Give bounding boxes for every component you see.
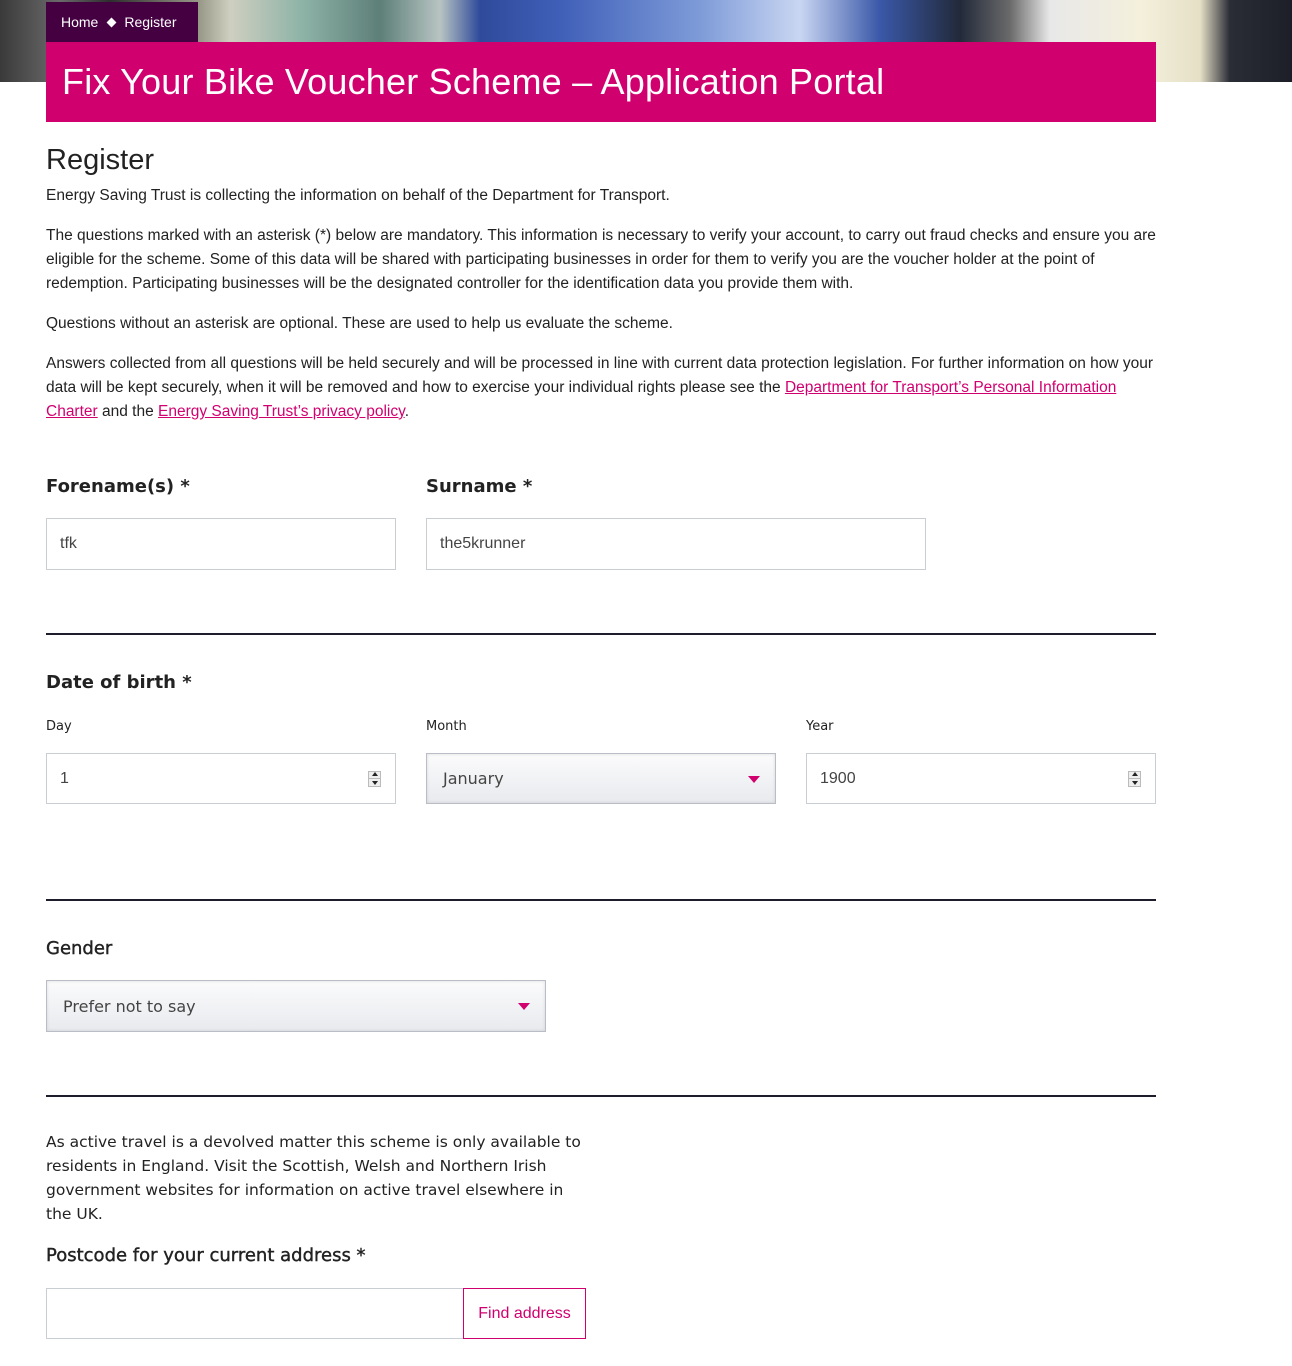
site-title: Fix Your Bike Voucher Scheme – Application Portal	[62, 61, 885, 102]
number-spinner-icon[interactable]	[368, 771, 381, 787]
forename-input[interactable]: tfk	[46, 518, 396, 570]
intro-p4-middle: and the	[97, 403, 159, 420]
number-spinner-icon[interactable]	[1128, 771, 1141, 787]
breadcrumb-current: Register	[124, 14, 177, 30]
page-title: Register	[46, 144, 154, 176]
section-divider	[46, 633, 1156, 635]
site-title-bar	[46, 42, 1156, 122]
year-label: Year	[806, 719, 834, 734]
chevron-down-icon	[518, 1003, 530, 1010]
intro-text	[46, 184, 1156, 424]
section-divider	[46, 899, 1156, 901]
england-only-notice: As active travel is a devolved matter this scheme is only available to residents in England. Visit the Scottish, Welsh and Northern Irish government websites for information on active travel elsewhere in the UK.	[46, 1133, 581, 1223]
year-value: 1900	[820, 769, 856, 787]
day-label: Day	[46, 719, 72, 734]
est-privacy-link[interactable]: Energy Saving Trust’s privacy policy	[158, 403, 405, 420]
main-content	[46, 140, 1156, 440]
postcode-label: Postcode for your current address *	[46, 1245, 366, 1266]
intro-p4-end: .	[404, 403, 409, 420]
section-divider	[46, 1095, 1156, 1097]
gender-select[interactable]	[46, 980, 546, 1032]
surname-label: Surname *	[426, 476, 533, 497]
diamond-separator-icon	[107, 17, 117, 27]
intro-paragraph-4	[46, 352, 1156, 424]
day-value: 1	[60, 769, 69, 787]
find-address-button[interactable]: Find address	[463, 1288, 586, 1339]
intro-paragraph-2: The questions marked with an asterisk (*) below are mandatory. This information is necessary to verify your account, to carry out fraud checks and ensure you are eligible for the scheme. Some of this data will be shared with participating businesses in order for them to verify you are the voucher holder at the point of redemption. Participating businesses will be the designated controller for the identification data you provide them with.	[46, 227, 1156, 292]
month-select[interactable]	[426, 753, 776, 804]
postcode-input[interactable]	[46, 1288, 464, 1339]
day-input[interactable]	[46, 753, 396, 804]
dob-label: Date of birth *	[46, 672, 192, 693]
month-label: Month	[426, 719, 467, 734]
intro-p4-text: Answers collected from all questions will be held securely and will be processed in line with current data protection legislation. For further information on how your data will be kept securely, when it will be removed and how to exercise your individual rights please see the	[46, 355, 1154, 396]
breadcrumb-home-link[interactable]: Home	[61, 14, 99, 30]
dft-charter-link[interactable]: Department for Transport’s Personal Information Charter	[46, 379, 1117, 420]
forename-label: Forename(s) *	[46, 476, 190, 497]
chevron-down-icon	[748, 776, 760, 783]
intro-paragraph-3: Questions without an asterisk are optional. These are used to help us evaluate the scheme.	[46, 315, 673, 332]
gender-label: Gender	[46, 938, 113, 959]
month-value: January	[443, 769, 504, 788]
surname-input[interactable]: the5krunner	[426, 518, 926, 570]
year-input[interactable]	[806, 753, 1156, 804]
intro-paragraph-1: Energy Saving Trust is collecting the information on behalf of the Department for Transport.	[46, 187, 670, 204]
breadcrumb	[46, 2, 198, 42]
gender-value: Prefer not to say	[63, 996, 196, 1016]
